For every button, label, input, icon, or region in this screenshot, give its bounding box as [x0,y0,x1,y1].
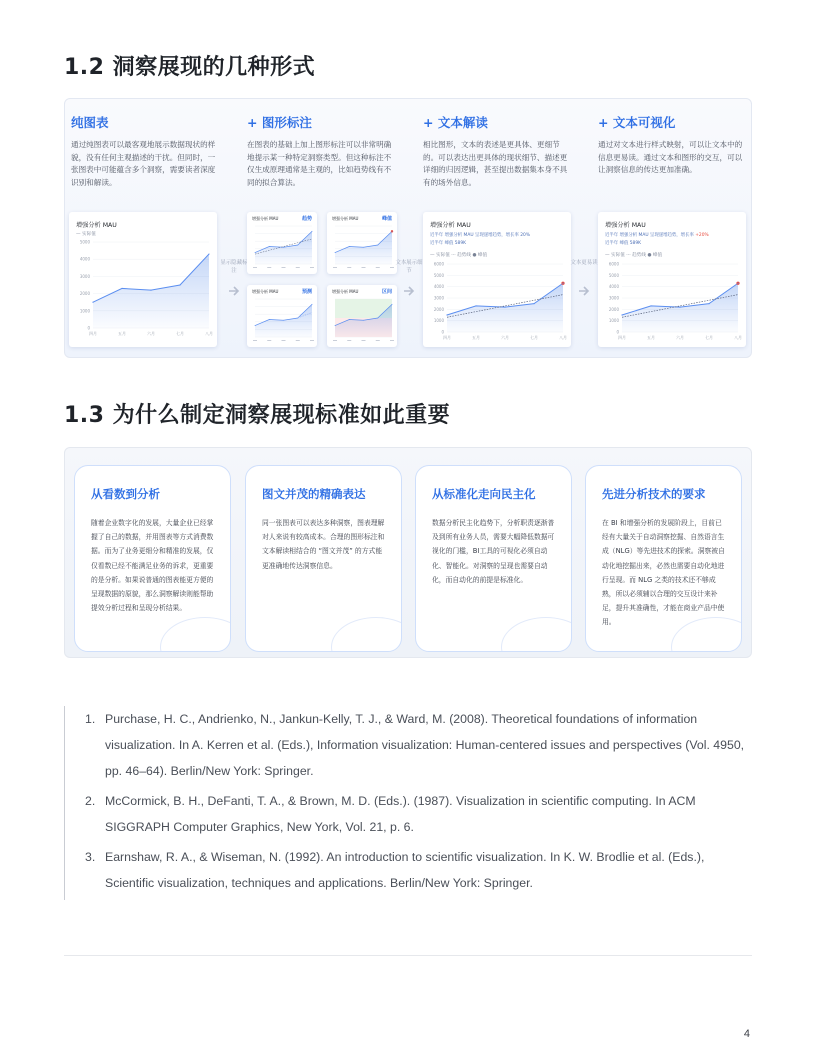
series-area [93,254,209,328]
card-legend: — 实际值 ··· 趋势线 ● 峰值 [430,253,488,258]
data-point [335,325,336,326]
x-tick-label: 四月 [89,331,97,336]
column-pure-chart [65,99,235,359]
mini-card-title: 增强分析 MAU [332,289,359,294]
chart-card-textviz [598,212,746,347]
line-chart-text [423,212,571,347]
data-point [208,253,209,254]
y-tick-label: 0 [441,329,444,335]
x-tick-label [267,340,271,341]
y-tick-label: 1000 [79,308,90,314]
reference-text: Purchase, H. C., Andrienko, N., Jankun-Kelly, T. J., & Ward, M. (2008). Theoretical foundations of information visualization. In A. Kerren et al. (Eds.), Information visualization: Human-centered issues and perspectives (Vol. 4950, pp. 46–64). Berlin/New York: Springer. [105,712,745,778]
y-tick-label: 3000 [608,295,619,301]
column-desc: 在图表的基础上加上图形标注可以非常明确地提示某一种特定洞察类型。但这种标注不仅生成原理通常是主观的，比如趋势线有不同的拟合算法。 [247,140,392,187]
data-point [621,314,622,315]
reason-title: 从看数到分析 [91,487,160,501]
column-desc: 相比图形，文本的表述是更具体、更细节的。可以表达出更具体的现状细节、描述更详细的归因逻辑，甚至提出数据集本身不具有的场外信息。 [423,140,568,187]
reference-text: McCormick, B. H., DeFanti, T. A., & Brown, M. D. (Eds.). (1987). Visualization in scientific computing. In ACM SIGGRAPH Computer Graphics, New York, Vol. 21, p. 6. [105,794,696,834]
reference-item [85,844,754,896]
x-tick-label: 六月 [147,331,155,336]
mini-card-title: 增强分析 MAU [332,216,359,221]
reason-title: 先进分析技术的要求 [602,487,706,501]
data-point [349,246,350,247]
data-point [475,305,476,306]
card-title: 增强分析 MAU [76,222,117,229]
card-legend: — 实际值 [76,232,96,237]
data-point [679,306,680,307]
y-tick-label: 5000 [433,272,444,278]
x-tick-label: 四月 [443,335,451,340]
data-point [297,318,298,319]
reason-card-3 [415,465,572,652]
x-tick-label: 六月 [676,335,684,340]
data-point [363,247,364,248]
card-decoration [331,617,402,652]
arrow-right-icon [402,284,416,298]
column-text-visualization [592,99,752,359]
data-point [349,319,350,320]
column-title: + 文本可视化 [598,115,676,130]
card-decoration [501,617,572,652]
reason-card-1 [74,465,231,652]
line-chart-textviz [598,212,746,347]
y-tick-label: 6000 [608,261,619,267]
reference-text: Earnshaw, R. A., & Wiseman, N. (1992). An introduction to scientific visualization. In K. W. Brodlie et al. (Eds.), Scientific visualization, techniques and applications. Berlin/New York: Springer. [105,850,705,890]
data-point [312,304,313,305]
mini-chart-forecast [247,285,317,347]
data-point [504,306,505,307]
reason-card-2 [245,465,402,652]
data-point [283,247,284,248]
data-point [297,245,298,246]
x-tick-label: 五月 [647,335,655,340]
reason-desc: 在 BI 和增强分析的发展阶段上，目前已经有大量关于自动洞察挖掘、自然语言生成（NLG）等先进技术的探索。洞察被自动化地挖掘出来，必然也需要自动化地进行呈现。而 NLG 之类的技术还不够成熟，所以必须辅以合理的交互设计来补足，提升其准确性，才能在商业产品中使用。 [602,519,725,627]
x-tick-label [282,267,286,268]
reference-number: 2. [85,794,96,808]
data-point [269,319,270,320]
reference-item [85,706,754,784]
column-desc: 通过纯图表可以最客观地展示数据现状的样貌，没有任何主观描述的干扰。但同时，一张图表中可能蕴含多个洞察，需要读者深度识别和解读。 [71,140,216,187]
data-point [150,290,151,291]
y-tick-label: 5000 [79,239,90,245]
mini-line-chart [327,212,397,274]
data-point [737,283,738,284]
x-tick-label: 八月 [205,331,213,336]
chart-card-text [423,212,571,347]
y-tick-label: 5000 [608,272,619,278]
mini-card-title: 增强分析 MAU [252,289,279,294]
mini-chart-peak [327,212,397,274]
section-heading-1-2: 1.2 洞察展现的几种形式 [64,55,316,80]
section-heading-1-3: 1.3 为什么制定洞察展现标准如此重要 [64,403,451,428]
reason-desc: 随着企业数字化的发展，大量企业已经掌握了自己的数据，并用图表等方式消费数据。而为了业务更细分和精准的发展，仅仅看数已经不能满足业务的诉求，更重要的是分析。如果说普通的图表能更方便的呈现数据的原貌，那么洞察解读则能帮助提效分析过程和呈现分析结果。 [91,519,214,613]
column-text-interpretation [417,99,587,359]
x-tick-label [390,267,394,268]
data-point [363,320,364,321]
reference-list [64,706,754,900]
mini-card-tag: 区间 [381,289,392,295]
y-tick-label: 4000 [79,256,90,262]
x-tick-label [333,267,337,268]
x-tick-label [376,340,380,341]
column-title: 纯图表 [71,115,109,130]
card-title: 增强分析 MAU [430,222,471,229]
reference-number: 3. [85,850,96,864]
data-point [255,325,256,326]
reason-title: 图文并茂的精确表达 [262,487,366,501]
transition-label-2: 文本展示细节 [395,260,423,274]
y-tick-label: 4000 [433,284,444,290]
x-tick-label: 八月 [734,335,742,340]
y-tick-label: 3000 [433,295,444,301]
y-tick-label: 1000 [433,318,444,324]
growth-highlight: +20% [695,233,709,238]
reference-item [85,788,754,840]
mini-chart-trend [247,212,317,274]
x-tick-label [347,267,351,268]
data-point [392,304,393,305]
y-tick-label: 2000 [608,306,619,312]
data-point [533,303,534,304]
data-point [335,252,336,253]
footer-divider [64,955,752,956]
insight-forms-panel [64,98,752,358]
card-decoration [160,617,231,652]
data-point [255,252,256,253]
x-tick-label [296,267,300,268]
x-tick-label [347,340,351,341]
mini-card-tag: 峰值 [381,216,392,222]
x-tick-label [310,267,314,268]
data-point [650,305,651,306]
data-point [121,288,122,289]
column-title: + 文本解读 [423,115,488,130]
mini-card-tag: 预测 [301,289,312,295]
y-tick-label: 0 [616,329,619,335]
column-graphic-annotation [241,99,411,359]
x-tick-label [333,340,337,341]
x-tick-label: 五月 [118,331,126,336]
mini-card-title: 增强分析 MAU [252,216,279,221]
column-desc: 通过对文本进行样式映射，可以让文本中的信息更易读。通过文本和图形的交互，可以让洞察信息的传达更加准确。 [598,140,743,175]
mini-line-chart [327,285,397,347]
data-point [269,246,270,247]
data-point [377,318,378,319]
insight-text-2: 近半年 峰值 589K [605,241,642,246]
data-point [708,303,709,304]
column-title: + 图形标注 [247,115,312,130]
x-tick-label: 七月 [530,335,538,340]
insight-text-2: 近半年 峰值 589K [430,241,467,246]
y-tick-label: 3000 [79,273,90,279]
x-tick-label [267,267,271,268]
x-tick-label: 五月 [472,335,480,340]
data-point [283,320,284,321]
card-legend: — 实际值 ··· 趋势线 ● 峰值 [605,253,663,258]
x-tick-label [253,340,257,341]
x-tick-label [296,340,300,341]
x-tick-label: 七月 [176,331,184,336]
importance-panel [64,447,752,658]
x-tick-label: 六月 [501,335,509,340]
data-point [446,314,447,315]
insight-text-1a: 近半年 增强分析 MAU 呈现递增趋势，增长率 [605,233,694,238]
mini-line-chart [247,212,317,274]
x-tick-label [362,267,366,268]
arrow-right-icon [227,284,241,298]
x-tick-label: 四月 [618,335,626,340]
y-tick-label: 1000 [608,318,619,324]
x-tick-label [282,340,286,341]
mini-line-chart [247,285,317,347]
data-point [392,231,393,232]
y-tick-label: 2000 [433,306,444,312]
x-tick-label: 七月 [705,335,713,340]
reason-desc: 数据分析民主化趋势下，分析职责逐渐普及到所有业务人员，需要大幅降低数据可视化的门槛，BI工具的可视化必须自动化、智能化。对洞察的呈现也需要自动化，而自动化的前提是标准化。 [432,519,555,584]
reason-desc: 同一张图表可以表达多种洞察，图表理解对人来说有较高成本。合理的图形标注和文本解读相结合的 “图文并茂” 的方式能更准确地传达洞察信息。 [262,519,385,570]
insight-text-1: 近半年 增强分析 MAU 呈现递增趋势，增长率 20% [430,233,530,238]
y-tick-label: 4000 [608,284,619,290]
mini-chart-range [327,285,397,347]
data-point [179,284,180,285]
x-tick-label [376,267,380,268]
data-point [92,302,93,303]
y-tick-label: 2000 [79,291,90,297]
reference-number: 1. [85,712,96,726]
arrow-right-icon [577,284,591,298]
card-title: 增强分析 MAU [605,222,646,229]
data-point [562,283,563,284]
transition-label-3: 文本更易读 [570,260,598,266]
x-tick-label [362,340,366,341]
x-tick-label: 八月 [559,335,567,340]
line-chart-pure [69,212,217,347]
x-tick-label [310,340,314,341]
chart-card-pure [69,212,217,347]
page-number: 4 [743,1028,750,1040]
x-tick-label [253,267,257,268]
data-point [312,231,313,232]
y-tick-label: 6000 [433,261,444,267]
data-point [377,245,378,246]
reason-card-4 [585,465,742,652]
transition-label-1: 显示隐藏标注 [220,260,248,274]
mini-card-tag: 趋势 [301,216,312,222]
reason-title: 从标准化走向民主化 [432,487,536,501]
x-tick-label [390,340,394,341]
y-tick-label: 0 [87,325,90,331]
